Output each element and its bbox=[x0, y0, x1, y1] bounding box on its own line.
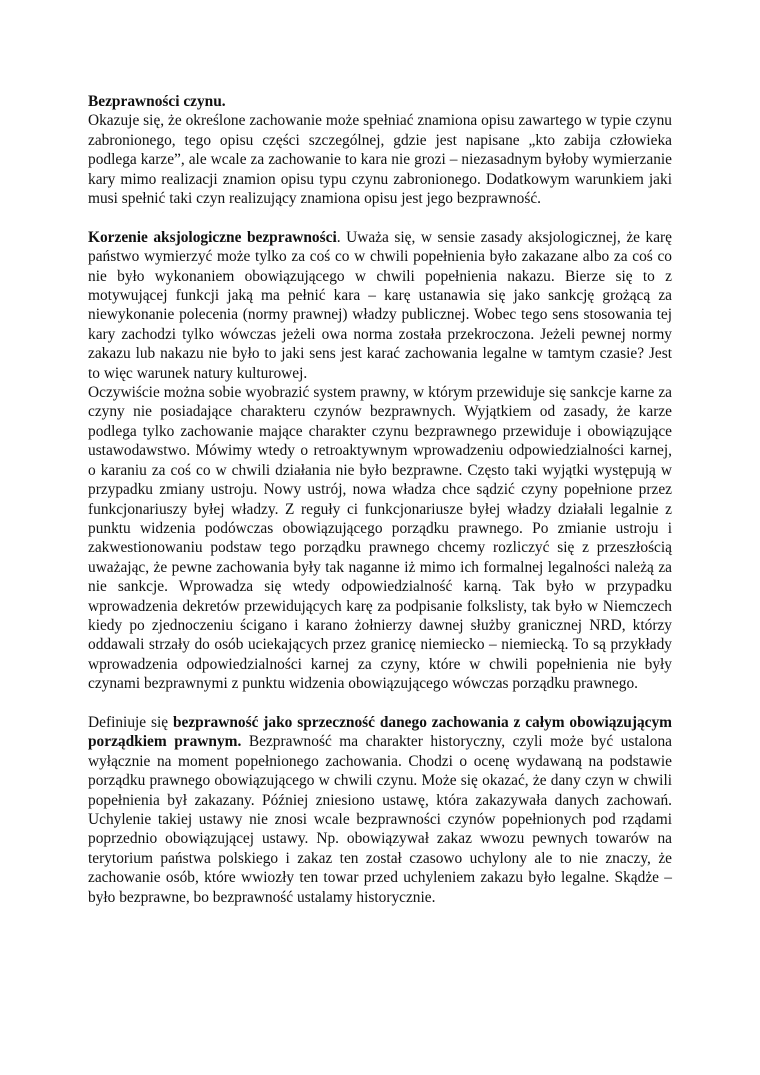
section-heading-bold: Korzenie aksjologiczne bezprawności bbox=[88, 228, 337, 246]
section-title: Bezprawności czynu. bbox=[88, 93, 226, 110]
section-definicja-bezprawnosci bbox=[88, 713, 672, 907]
section-retroaktywnosc bbox=[88, 383, 672, 694]
section-body: Oczywiście można sobie wyobrazić system prawny, w którym przewiduje się sankcje karne za czyny nie posiadające charakteru czynów bezprawnych. Wyjątkiem od zasady, że karze podlega tylko zachowanie mające charakter czynu bezprawnego przewiduje i obowiązujące ustawodawstwo. Mówimy wtedy o retroaktywnym wprowadzeniu odpowiedzialności karnej, o karaniu za coś co w chwili działania nie było bezprawne. Często taki wyjątki występują w przypadku zmiany ustroju. Nowy ustrój, nowa władza chce sądzić czyny popełnione przez funkcjonariuszy byłej władzy. Z reguły ci funkcjonariusze byłej władzy działali legalnie z punktu widzenia podówczas obowiązującego porządku prawnego. Po zmianie ustroju i zakwestionowaniu podstaw tego porządku prawnego chcemy rozliczyć się z przeszłością uważając, że pewne zachowania były tak naganne iż mimo ich formalnej legalności należą za nie sankcje. Wprowadza się wtedy odpowiedzialność karną. Tak było w przypadku wprowadzenia dekretów przewidujących karę za podpisanie folkslisty, tak było w Niemczech kiedy po zjednoczeniu ścigano i karano żołnierzy dawnej służby granicznej NRD, którzy oddawali strzały do osób uciekających przez granicę niemiecko – niemiecką. To są przykłady wprowadzenia odpowiedzialności karnej za czyny, które w chwili popełnienia nie były czynami bezprawnymi z punktu widzenia obowiązującego wówczas porządku prawnego. bbox=[88, 384, 672, 693]
paragraph-gap bbox=[88, 208, 672, 227]
section-bezprawnosci-czynu bbox=[88, 92, 672, 208]
document-page bbox=[88, 92, 672, 907]
section-body: Okazuje się, że określone zachowanie może spełniać znamiona opisu zawartego w typie czynu zabronionego, tego opisu części szczególnej, gdzie jest napisane „kto zabija człowieka podlega karze”, ale wcale za zachowanie to kara nie grozi – niezasadnym byłoby wymierzanie kary mimo realizacji znamion opisu typu czynu zabronionego. Dodatkowym warunkiem jaki musi spełnić taki czyn realizujący znamiona opisu jest jego bezprawność. bbox=[88, 112, 672, 208]
definition-bold: bezprawność jako sprzeczność danego zachowania z całym obowiązującym porządkiem prawnym. bbox=[88, 713, 672, 751]
section-lead: Definiuje się bbox=[88, 713, 173, 731]
section-body: Bezprawność ma charakter historyczny, czyli może być ustalona wyłącznie na moment popełnionego zachowania. Chodzi o ocenę wydawaną na podstawie porządku prawnego obowiązującego w chwili czynu. Może się okazać, że dany czyn w chwili popełnienia był zakazany. Później zniesiono ustawę, która zakazywała danych zachowań. Uchylenie takiej ustawy nie znosi wcale bezprawności czynów popełnionych pod rządami poprzednio obowiązującej ustawy. Np. obowiązywał zakaz wwozu pewnych towarów na terytorium państwa polskiego i zakaz ten został czasowo uchylony ale to nie znaczy, że zachowanie osób, które wwiozły ten towar przed uchyleniem zakazu było legalne. Skądże – było bezprawne, bo bezprawność ustalamy historycznie. bbox=[88, 733, 672, 906]
section-korzenie-aksjologiczne bbox=[88, 228, 672, 383]
paragraph-gap bbox=[88, 694, 672, 713]
section-body: . Uważa się, w sensie zasady aksjologicznej, że karę państwo wymierzyć może tylko za coś co w chwili popełnienia było zakazane albo za coś co nie było wykonaniem obowiązującego w chwili popełnienia nakazu. Bierze się to z motywującej funkcji jaką ma pełnić kara – karę ustanawia się jako sankcję grożącą za niewykonanie polecenia (normy prawnej) władzy publicznej. Wobec tego sens stosowania tej kary zachodzi tylko wówczas jeżeli owa norma została przekroczona. Jeżeli pewnej normy zakazu lub nakazu nie było to jaki sens jest karać zachowania legalne w tamtym czasie? Jest to więc warunek natury kulturowej. bbox=[88, 228, 672, 382]
